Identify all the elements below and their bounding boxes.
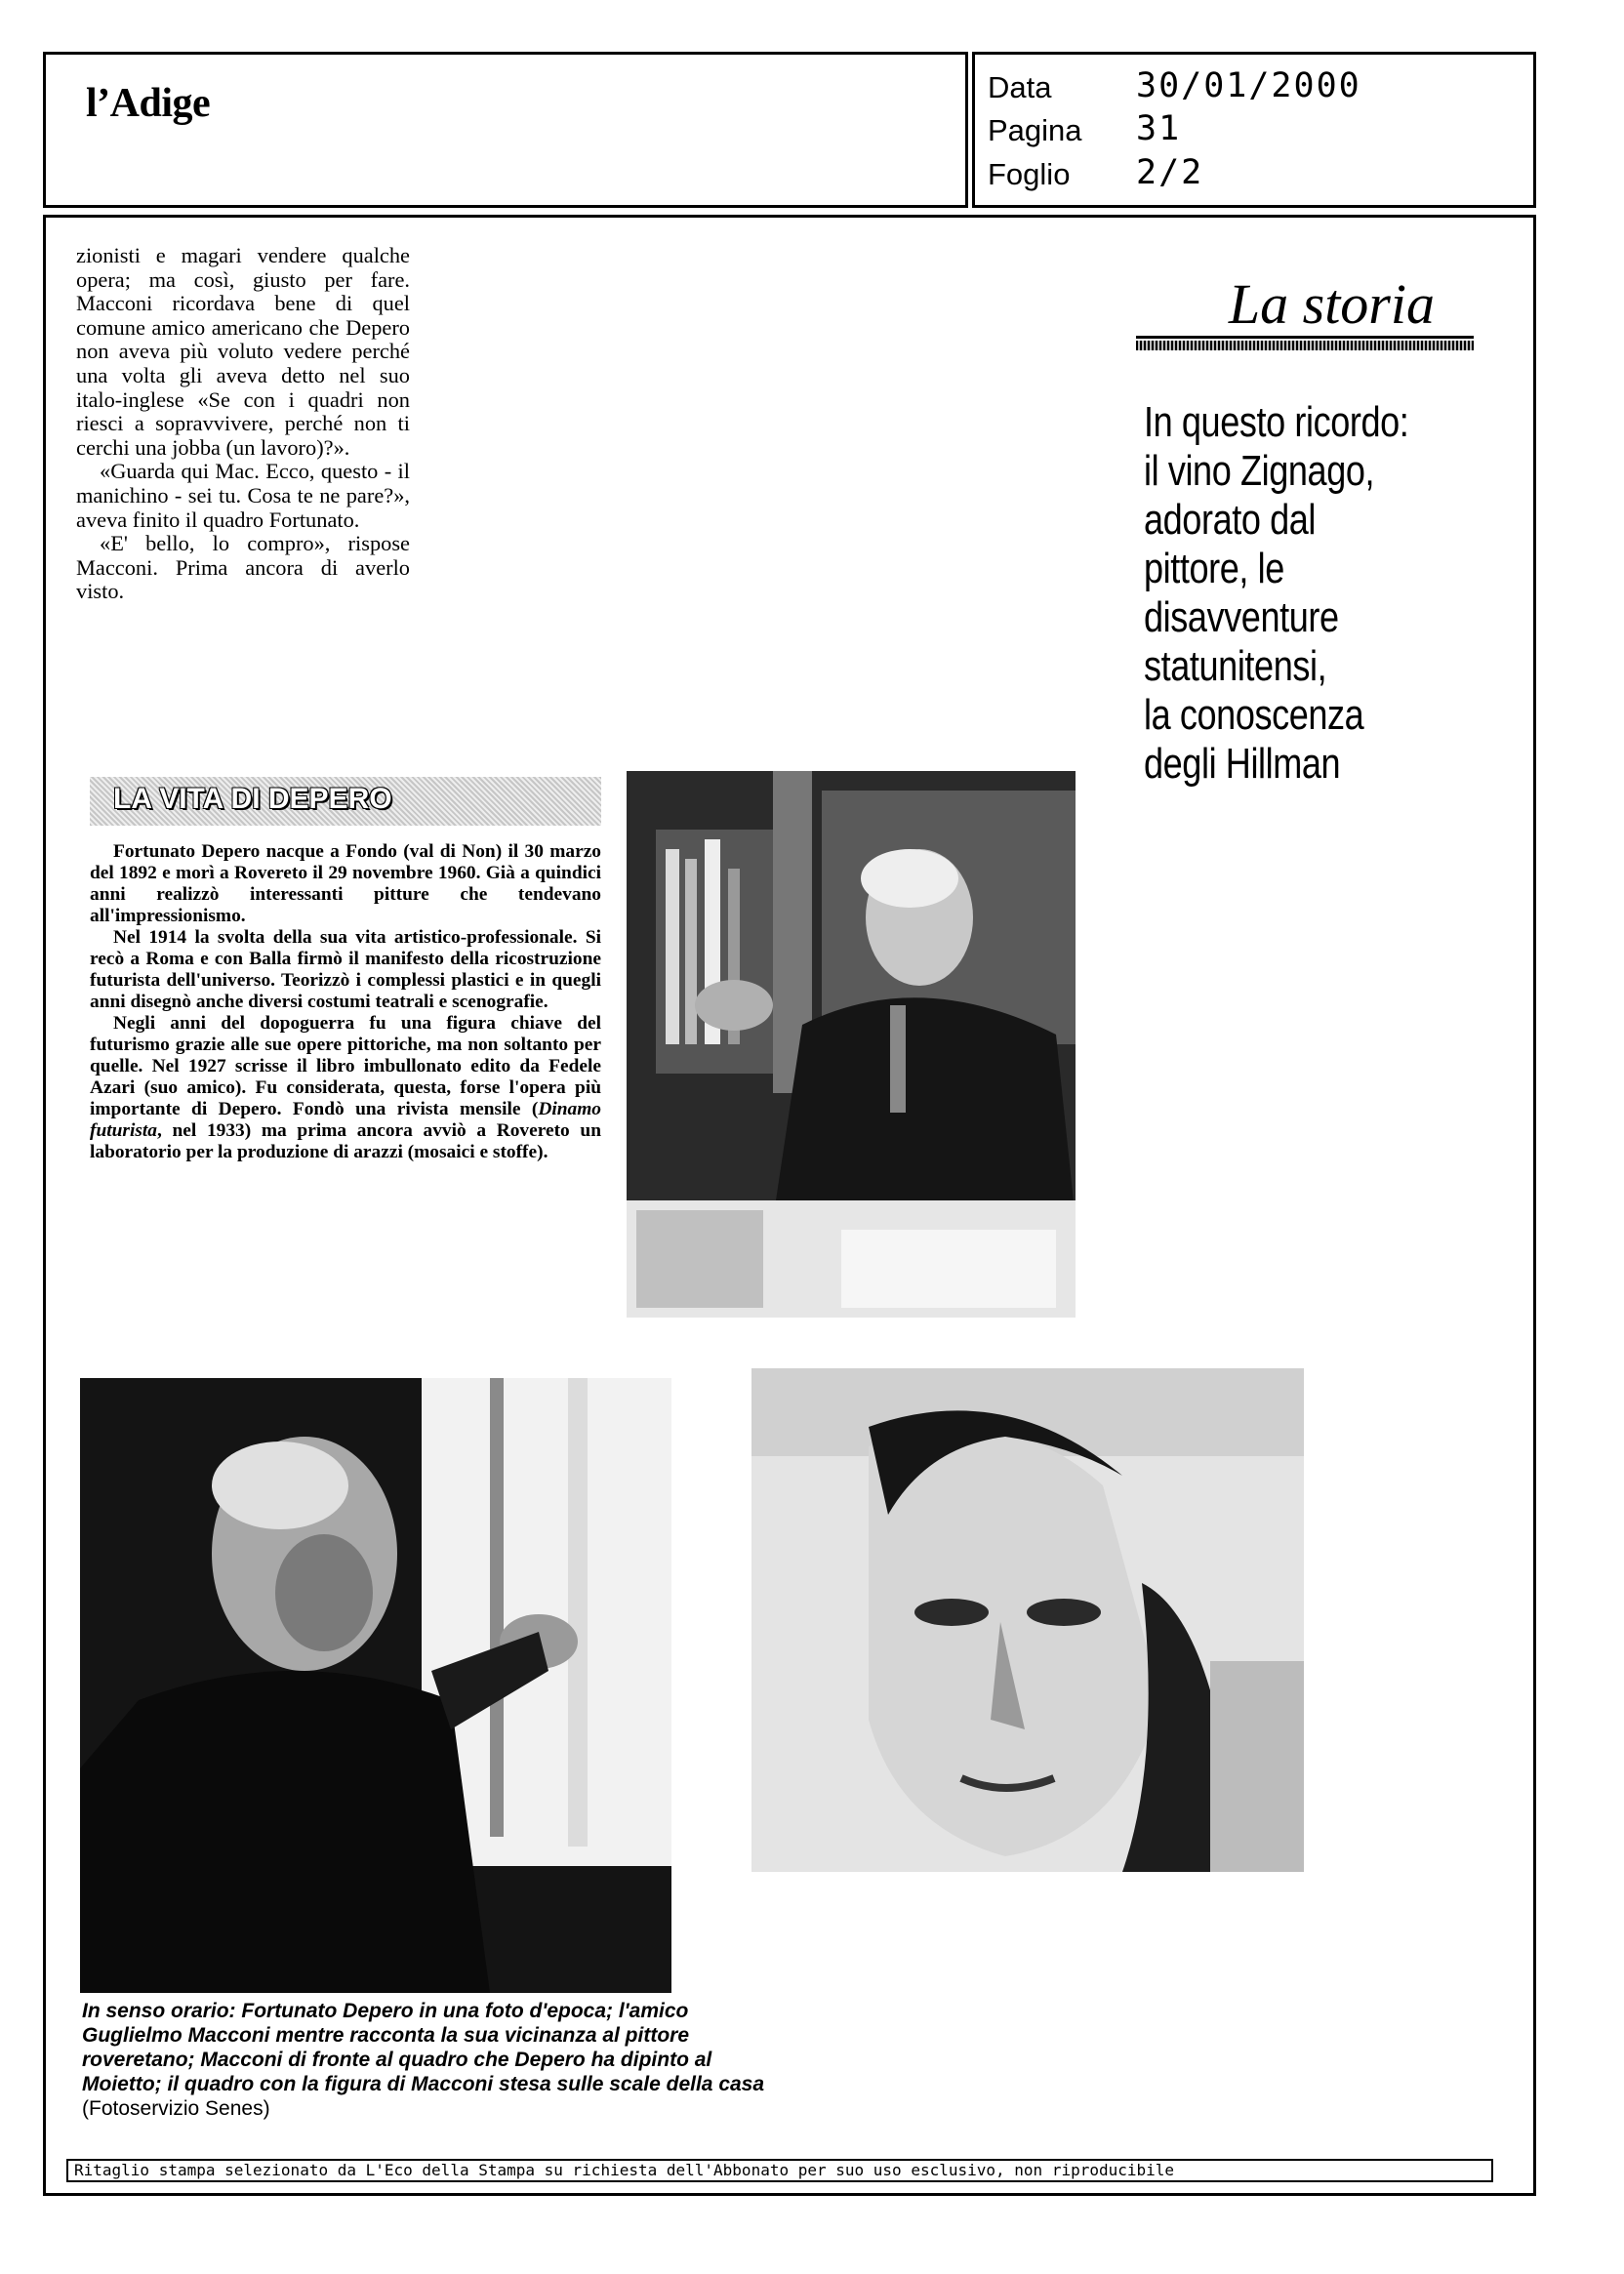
deck-line: la conoscenza (1144, 691, 1364, 739)
intro-paragraph: «Guarda qui Mac. Ecco, questo - il manichino - sei tu. Cosa te ne pare?», aveva finito il quadro Fortunato. (76, 459, 410, 532)
sidebar-heading-band (90, 777, 601, 826)
deck-line: In questo ricordo: (1144, 398, 1409, 446)
photo-caption (82, 1999, 765, 2121)
photo-painting-macconi (751, 1368, 1304, 1872)
photo-depero-vintage-image (80, 1378, 671, 1993)
biography-paragraph: Nel 1914 la svolta della sua vita artistico-professionale. Si recò a Roma e con Balla firmò il manifesto della ricostruzione futurista dell'universo. Teorizzò i complessi plastici e in quegli anni disegnò anche diversi costumi teatrali e scenografie. (90, 927, 601, 1012)
newspaper-logo: l’Adige (86, 81, 211, 126)
sidebar-biography (90, 841, 601, 1163)
rubric-rule (1136, 341, 1474, 350)
deck-line: il vino Zignago, (1144, 447, 1375, 495)
photo-macconi-at-desk-image (627, 771, 1076, 1318)
biography-text: Negli anni del dopoguerra fu una figura chiave del futurismo grazie alle sue opere pittoriche, ma non soltanto per quelle. Nel 1927 scrisse il libro imbullonato edito da Fedele Azari (suo amico). Fu considerata, questa, forse l'opera più importante di Depero. Fondò una rivista mensile ( (90, 1013, 601, 1119)
header-left-frame (43, 52, 968, 208)
sidebar-heading: LA VITA DI DEPERO (113, 783, 392, 815)
photo-painting-macconi-image (751, 1368, 1304, 1872)
biography-paragraph: Fortunato Depero nacque a Fondo (val di Non) il 30 marzo del 1892 e morì a Rovereto il 29 novembre 1960. Già a quindici anni realizzò interessanti pitture che tendevano all'impressionismo. (90, 841, 601, 926)
deck-line: pittore, le (1144, 545, 1284, 592)
biography-text: , nel 1933) ma prima ancora avviò a Rovereto un laboratorio per la produzione di arazzi (mosaici e stoffe). (90, 1120, 601, 1162)
deck-line: statunitensi, (1144, 642, 1327, 690)
intro-paragraph: «E' bello, lo compro», rispose Macconi. Prima ancora di averlo visto. (76, 531, 410, 604)
pagina-label: Pagina (988, 113, 1082, 147)
photo-depero-vintage (80, 1378, 671, 1993)
rubric-title: La storia (1136, 275, 1474, 339)
foglio-label: Foglio (988, 157, 1071, 191)
photo-credit: (Fotoservizio Senes) (82, 2097, 270, 2120)
intro-paragraph: zionisti e magari vendere qualche opera; ma così, giusto per fare. Macconi ricordava bene di quel comune amico americano che Depero non aveva più voluto vedere perché una volta gli aveva detto nel suo italo-inglese «Se con i quadri non riesci a sopravvivere, perché non ti cerchi una jobba (un lavoro)?». (76, 243, 410, 460)
data-label: Data (988, 70, 1052, 104)
article-deck (1144, 398, 1432, 789)
caption-text: In senso orario: Fortunato Depero in una foto d'epoca; l'amico Guglielmo Macconi mentre racconta la sua vicinanza al pittore roveretano; Macconi di fronte al quadro che Depero ha dipinto al Moietto; il quadro con la figura di Macconi stesa sulle scale della casa (82, 2000, 765, 2095)
biography-paragraph (90, 1013, 601, 1163)
data-value: 30/01/2000 (1136, 66, 1361, 105)
deck-line: disavventure (1144, 593, 1339, 641)
clipping-notice: Ritaglio stampa selezionato da L'Eco della Stampa su richiesta dell'Abbonato per suo uso esclusivo, non riproducibile (66, 2159, 1493, 2182)
section-rubric (1136, 272, 1474, 350)
foglio-value: 2/2 (1136, 153, 1204, 192)
article-continuation (76, 244, 410, 604)
photo-macconi-at-desk (627, 771, 1076, 1318)
magazine-title: Dinamo futurista (90, 1099, 601, 1141)
deck-line: degli Hillman (1144, 740, 1341, 788)
deck-line: adorato dal (1144, 496, 1317, 544)
pagina-value: 31 (1136, 109, 1182, 148)
